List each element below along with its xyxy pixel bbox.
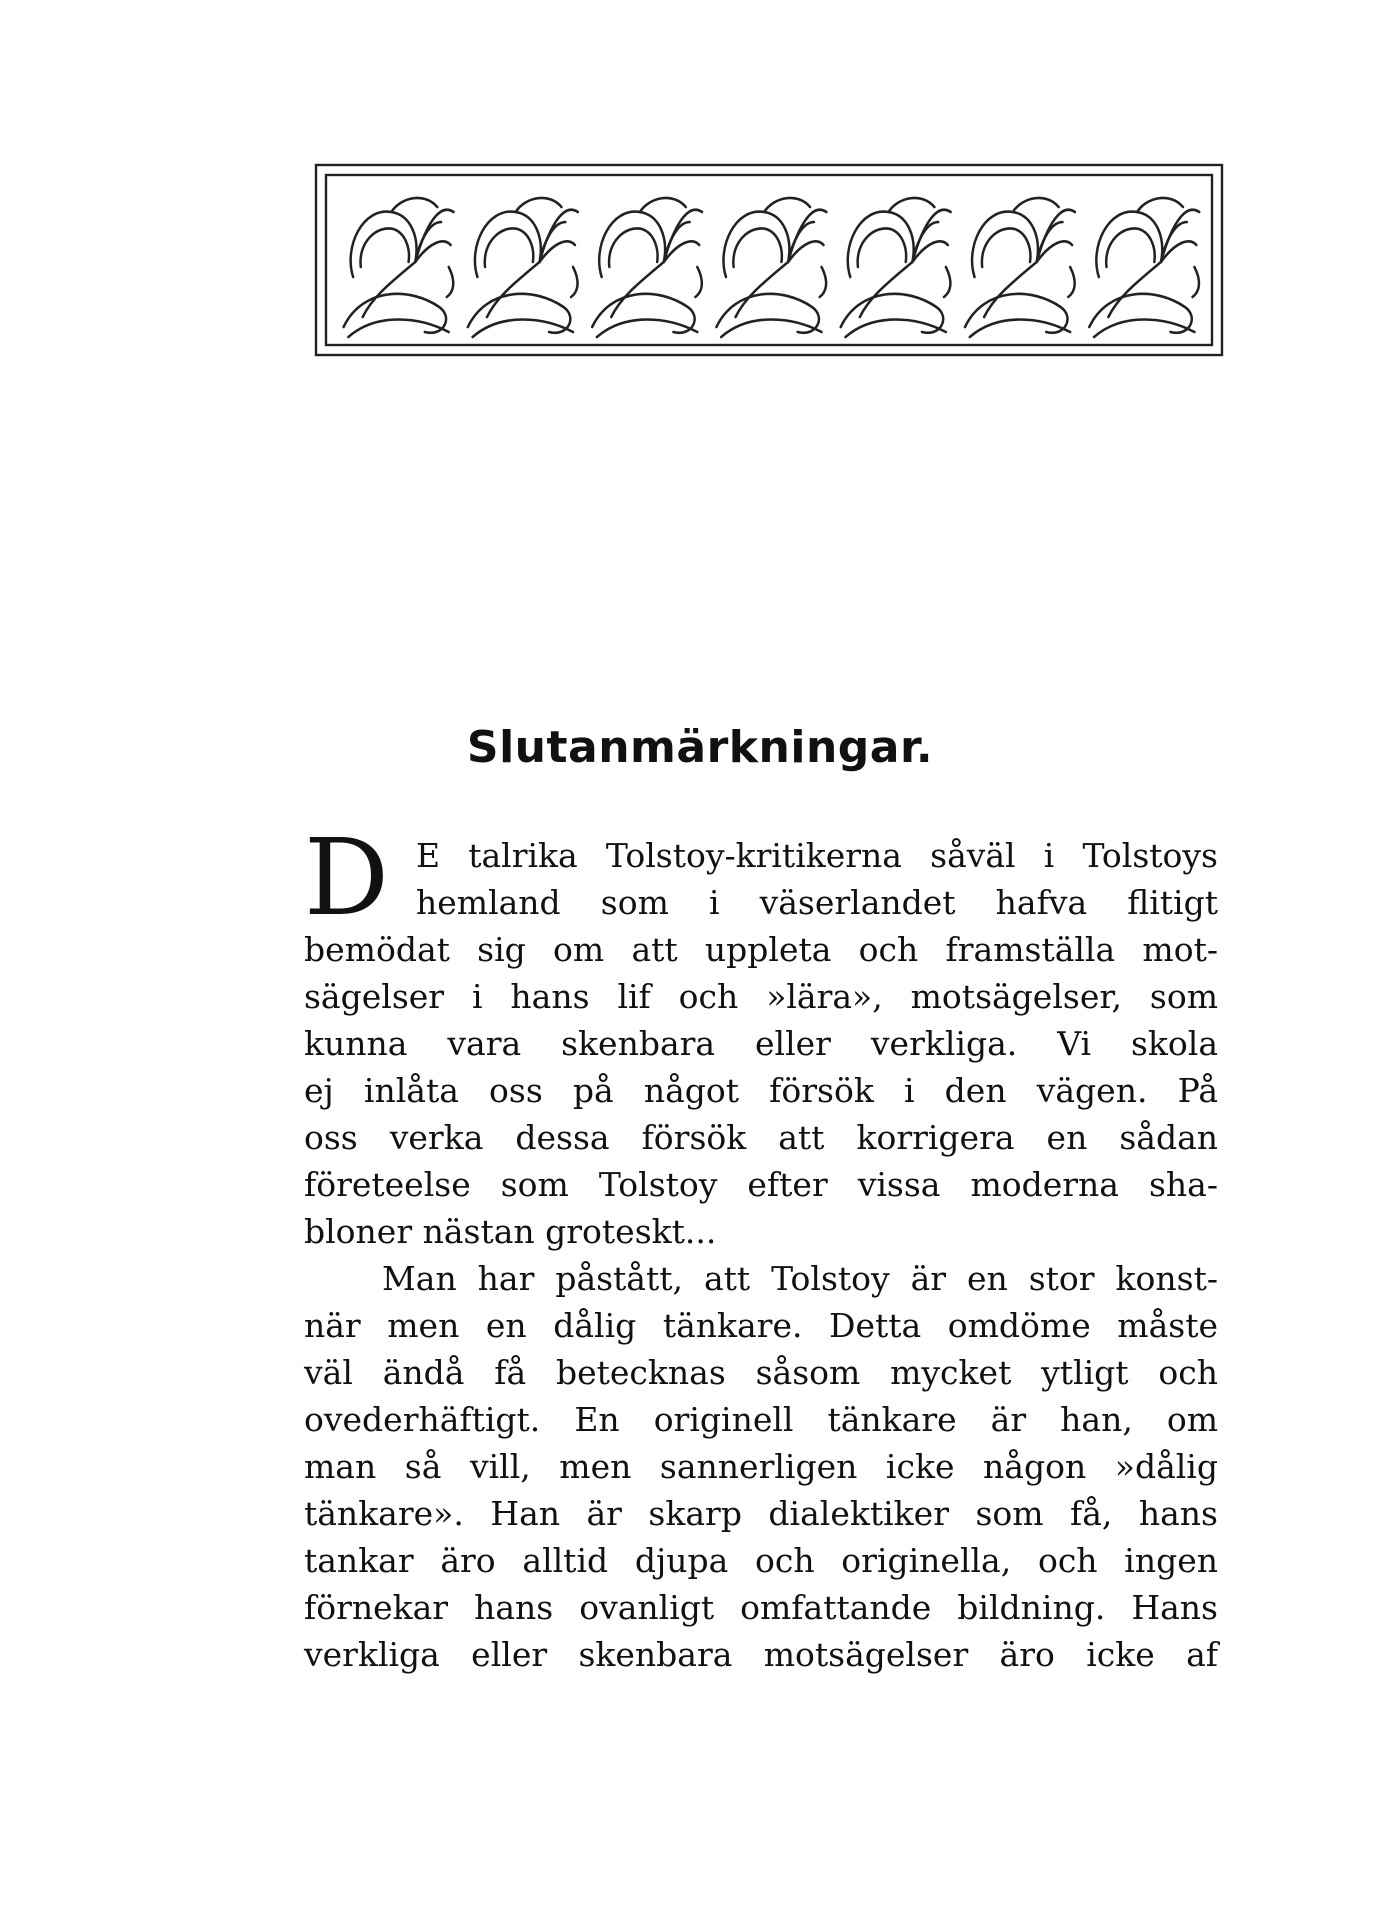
text-line: verkliga eller skenbara motsägelser äro icke af (304, 1635, 1218, 1674)
page-title: Slutanmärkningar. (466, 722, 934, 773)
text-line: bloner nästan groteskt... (304, 1212, 717, 1251)
text-line: oss verka dessa försök att korrigera en sådan (304, 1118, 1218, 1157)
text-line: ej inlåta oss på något försök i den vägen. På (304, 1071, 1218, 1110)
text-line: förnekar hans ovanligt omfattande bildning. Hans (304, 1588, 1218, 1627)
body-text (304, 816, 1218, 1678)
text-line: väl ändå få betecknas såsom mycket ytligt och (304, 1353, 1218, 1392)
text-line: E talrika Tolstoy-kritikerna såväl i Tolstoys (416, 836, 1218, 875)
flower-motif-icon (841, 198, 951, 337)
text-line: tänkare». Han är skarp dialektiker som få, hans (304, 1494, 1218, 1533)
flower-motif-icon (344, 198, 454, 337)
flower-motif-icon (592, 198, 702, 337)
text-line: bemödat sig om att uppleta och framställa mot- (304, 930, 1218, 969)
text-line: man så vill, men sannerligen icke någon »dålig (304, 1447, 1218, 1486)
flower-motif-icon (716, 198, 826, 337)
text-line: tankar äro alltid djupa och originella, och ingen (304, 1541, 1218, 1580)
text-line: ovederhäftigt. En originell tänkare är han, om (304, 1400, 1218, 1439)
text-line: sägelser i hans lif och »lära», motsägelser, som (304, 977, 1218, 1016)
text-line: kunna vara skenbara eller verkliga. Vi skola (304, 1024, 1218, 1063)
text-line: företeelse som Tolstoy efter vissa moderna sha- (304, 1165, 1218, 1204)
text-line: hemland som i väserlandet hafva flitigt (416, 883, 1218, 922)
text-line: Man har påstått, att Tolstoy är en stor konst- (382, 1259, 1218, 1298)
text-line: när men en dålig tänkare. Detta omdöme måste (304, 1306, 1218, 1345)
floral-ornament-border-icon (314, 163, 1224, 359)
flower-motif-icon (468, 198, 578, 337)
drop-cap: D (304, 816, 389, 939)
flower-motif-icon (965, 198, 1075, 337)
flower-motif-icon (1089, 198, 1199, 337)
